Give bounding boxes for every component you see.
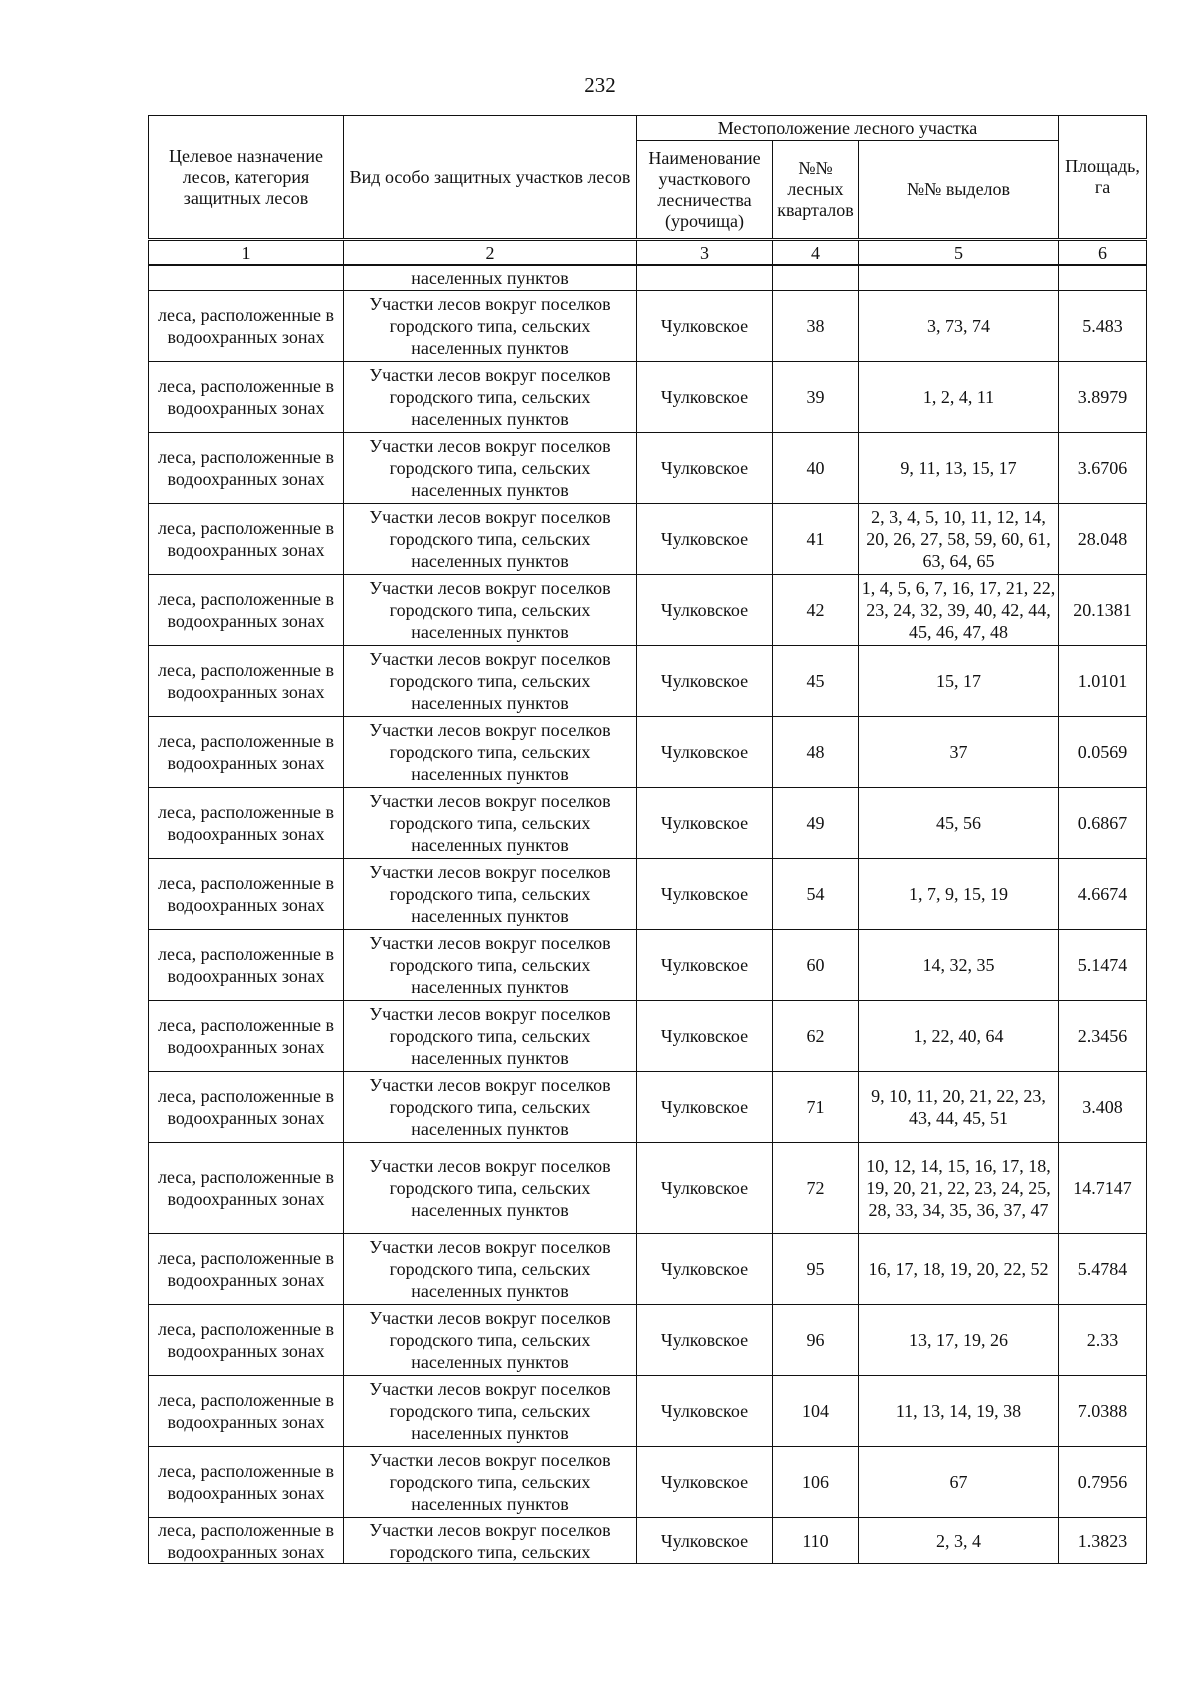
- forest-plots-table: [148, 115, 1147, 1564]
- allotments-cell: 67: [859, 1447, 1059, 1518]
- forestry-cell: Чулковское: [637, 1518, 773, 1564]
- allotments-cell: 9, 11, 13, 15, 17: [859, 433, 1059, 504]
- category-cell: леса, расположенные в водоохранных зонах: [149, 788, 344, 859]
- forestry-cell: Чулковское: [637, 575, 773, 646]
- quarter-cell: 41: [773, 504, 859, 575]
- quarter-cell: 71: [773, 1072, 859, 1143]
- category-cell: леса, расположенные в водоохранных зонах: [149, 930, 344, 1001]
- forestry-cell: Чулковское: [637, 788, 773, 859]
- area-cell: 1.3823: [1059, 1518, 1147, 1564]
- forestry-cell: Чулковское: [637, 433, 773, 504]
- table-row: [149, 646, 1147, 717]
- forestry-cell: Чулковское: [637, 717, 773, 788]
- quarter-cell: 60: [773, 930, 859, 1001]
- allotments-cell: 3, 73, 74: [859, 291, 1059, 362]
- allotments-cell: 1, 2, 4, 11: [859, 362, 1059, 433]
- category-cell: леса, расположенные в водоохранных зонах: [149, 291, 344, 362]
- area-cell: 0.7956: [1059, 1447, 1147, 1518]
- table-row: [149, 1305, 1147, 1376]
- header-allotments: №№ выделов: [859, 141, 1059, 240]
- table-row: [149, 433, 1147, 504]
- empty-cell: [149, 265, 344, 291]
- plot-kind-cell: Участки лесов вокруг поселков городского типа, сельских населенных пунктов: [344, 504, 637, 575]
- quarter-cell: 38: [773, 291, 859, 362]
- category-cell: леса, расположенные в водоохранных зонах: [149, 575, 344, 646]
- plot-kind-cell: Участки лесов вокруг поселков городского типа, сельских населенных пунктов: [344, 788, 637, 859]
- table-row: [149, 930, 1147, 1001]
- forestry-cell: Чулковское: [637, 646, 773, 717]
- table-row: [149, 504, 1147, 575]
- area-cell: 5.1474: [1059, 930, 1147, 1001]
- table-body: [149, 265, 1147, 1564]
- header-quarters: №№ лесных кварталов: [773, 141, 859, 240]
- quarter-cell: 45: [773, 646, 859, 717]
- allotments-cell: 16, 17, 18, 19, 20, 22, 52: [859, 1234, 1059, 1305]
- column-number: 2: [344, 240, 637, 266]
- header-kind: Вид особо защитных участков лесов: [344, 116, 637, 240]
- category-cell: леса, расположенные в водоохранных зонах: [149, 1305, 344, 1376]
- empty-cell: [1059, 265, 1147, 291]
- empty-cell: [773, 265, 859, 291]
- plot-kind-cell: Участки лесов вокруг поселков городского типа, сельских населенных пунктов: [344, 575, 637, 646]
- continuation-row: [149, 265, 1147, 291]
- area-cell: 1.0101: [1059, 646, 1147, 717]
- category-cell: леса, расположенные в водоохранных зонах: [149, 1447, 344, 1518]
- table-row: [149, 1234, 1147, 1305]
- category-cell: леса, расположенные в водоохранных зонах: [149, 1376, 344, 1447]
- table-row: [149, 1376, 1147, 1447]
- quarter-cell: 42: [773, 575, 859, 646]
- plot-kind-cell: Участки лесов вокруг поселков городского типа, сельских населенных пунктов: [344, 291, 637, 362]
- quarter-cell: 48: [773, 717, 859, 788]
- category-cell: леса, расположенные в водоохранных зонах: [149, 1072, 344, 1143]
- plot-kind-cell: Участки лесов вокруг поселков городского типа, сельских: [344, 1518, 637, 1564]
- header-category: Целевое назначение лесов, категория защитных лесов: [149, 116, 344, 240]
- header-location-group: Местоположение лесного участка: [637, 116, 1059, 141]
- area-cell: 3.408: [1059, 1072, 1147, 1143]
- allotments-cell: 1, 22, 40, 64: [859, 1001, 1059, 1072]
- forestry-cell: Чулковское: [637, 504, 773, 575]
- column-number: 1: [149, 240, 344, 266]
- category-cell: леса, расположенные в водоохранных зонах: [149, 362, 344, 433]
- header-forestry: Наименование участкового лесничества (урочища): [637, 141, 773, 240]
- column-number: 5: [859, 240, 1059, 266]
- forestry-cell: Чулковское: [637, 930, 773, 1001]
- category-cell: леса, расположенные в водоохранных зонах: [149, 1143, 344, 1234]
- quarter-cell: 110: [773, 1518, 859, 1564]
- table-row: [149, 788, 1147, 859]
- plot-kind-cell: Участки лесов вокруг поселков городского типа, сельских населенных пунктов: [344, 1305, 637, 1376]
- allotments-cell: 10, 12, 14, 15, 16, 17, 18, 19, 20, 21, 22, 23, 24, 25, 28, 33, 34, 35, 36, 37, 47: [859, 1143, 1059, 1234]
- forestry-cell: Чулковское: [637, 1376, 773, 1447]
- allotments-cell: 14, 32, 35: [859, 930, 1059, 1001]
- area-cell: 28.048: [1059, 504, 1147, 575]
- plot-kind-cell: Участки лесов вокруг поселков городского типа, сельских населенных пунктов: [344, 859, 637, 930]
- plot-kind-cell: Участки лесов вокруг поселков городского типа, сельских населенных пунктов: [344, 1143, 637, 1234]
- forestry-cell: Чулковское: [637, 859, 773, 930]
- category-cell: леса, расположенные в водоохранных зонах: [149, 717, 344, 788]
- table-row: [149, 1518, 1147, 1564]
- area-cell: 3.6706: [1059, 433, 1147, 504]
- category-cell: леса, расположенные в водоохранных зонах: [149, 504, 344, 575]
- forestry-cell: Чулковское: [637, 1447, 773, 1518]
- column-number: 3: [637, 240, 773, 266]
- allotments-cell: 13, 17, 19, 26: [859, 1305, 1059, 1376]
- allotments-cell: 45, 56: [859, 788, 1059, 859]
- area-cell: 0.6867: [1059, 788, 1147, 859]
- area-cell: 4.6674: [1059, 859, 1147, 930]
- quarter-cell: 49: [773, 788, 859, 859]
- allotments-cell: 1, 7, 9, 15, 19: [859, 859, 1059, 930]
- plot-kind-cell: Участки лесов вокруг поселков городского типа, сельских населенных пунктов: [344, 1376, 637, 1447]
- area-cell: 0.0569: [1059, 717, 1147, 788]
- header-area: Площадь, га: [1059, 116, 1147, 240]
- plot-kind-cell: Участки лесов вокруг поселков городского типа, сельских населенных пунктов: [344, 1072, 637, 1143]
- forestry-cell: Чулковское: [637, 362, 773, 433]
- page-number: 232: [584, 73, 616, 97]
- area-cell: 20.1381: [1059, 575, 1147, 646]
- quarter-cell: 106: [773, 1447, 859, 1518]
- allotments-cell: 2, 3, 4, 5, 10, 11, 12, 14, 20, 26, 27, 58, 59, 60, 61, 63, 64, 65: [859, 504, 1059, 575]
- quarter-cell: 95: [773, 1234, 859, 1305]
- area-cell: 5.483: [1059, 291, 1147, 362]
- allotments-cell: 11, 13, 14, 19, 38: [859, 1376, 1059, 1447]
- forestry-cell: Чулковское: [637, 1072, 773, 1143]
- table-row: [149, 859, 1147, 930]
- allotments-cell: 9, 10, 11, 20, 21, 22, 23, 43, 44, 45, 51: [859, 1072, 1059, 1143]
- allotments-cell: 37: [859, 717, 1059, 788]
- category-cell: леса, расположенные в водоохранных зонах: [149, 859, 344, 930]
- continuation-text: населенных пунктов: [344, 265, 637, 291]
- table-header: [149, 116, 1147, 266]
- table-row: [149, 575, 1147, 646]
- plot-kind-cell: Участки лесов вокруг поселков городского типа, сельских населенных пунктов: [344, 646, 637, 717]
- column-number: 4: [773, 240, 859, 266]
- quarter-cell: 39: [773, 362, 859, 433]
- plot-kind-cell: Участки лесов вокруг поселков городского типа, сельских населенных пунктов: [344, 717, 637, 788]
- category-cell: леса, расположенные в водоохранных зонах: [149, 1234, 344, 1305]
- empty-cell: [859, 265, 1059, 291]
- table-row: [149, 291, 1147, 362]
- area-cell: 5.4784: [1059, 1234, 1147, 1305]
- table-row: [149, 1072, 1147, 1143]
- quarter-cell: 72: [773, 1143, 859, 1234]
- plot-kind-cell: Участки лесов вокруг поселков городского типа, сельских населенных пунктов: [344, 433, 637, 504]
- area-cell: 3.8979: [1059, 362, 1147, 433]
- forestry-cell: Чулковское: [637, 291, 773, 362]
- forestry-cell: Чулковское: [637, 1143, 773, 1234]
- forestry-cell: Чулковское: [637, 1305, 773, 1376]
- table-row: [149, 717, 1147, 788]
- empty-cell: [637, 265, 773, 291]
- forestry-cell: Чулковское: [637, 1234, 773, 1305]
- category-cell: леса, расположенные в водоохранных зонах: [149, 1518, 344, 1564]
- area-cell: 14.7147: [1059, 1143, 1147, 1234]
- table-row: [149, 1001, 1147, 1072]
- column-number: 6: [1059, 240, 1147, 266]
- table-row: [149, 362, 1147, 433]
- category-cell: леса, расположенные в водоохранных зонах: [149, 433, 344, 504]
- allotments-cell: 15, 17: [859, 646, 1059, 717]
- table-row: [149, 1447, 1147, 1518]
- allotments-cell: 1, 4, 5, 6, 7, 16, 17, 21, 22, 23, 24, 32, 39, 40, 42, 44, 45, 46, 47, 48: [859, 575, 1059, 646]
- quarter-cell: 54: [773, 859, 859, 930]
- plot-kind-cell: Участки лесов вокруг поселков городского типа, сельских населенных пунктов: [344, 1001, 637, 1072]
- area-cell: 2.3456: [1059, 1001, 1147, 1072]
- category-cell: леса, расположенные в водоохранных зонах: [149, 646, 344, 717]
- plot-kind-cell: Участки лесов вокруг поселков городского типа, сельских населенных пунктов: [344, 1234, 637, 1305]
- plot-kind-cell: Участки лесов вокруг поселков городского типа, сельских населенных пунктов: [344, 362, 637, 433]
- area-cell: 2.33: [1059, 1305, 1147, 1376]
- plot-kind-cell: Участки лесов вокруг поселков городского типа, сельских населенных пунктов: [344, 930, 637, 1001]
- quarter-cell: 96: [773, 1305, 859, 1376]
- forestry-cell: Чулковское: [637, 1001, 773, 1072]
- column-number-row: [149, 240, 1147, 266]
- quarter-cell: 62: [773, 1001, 859, 1072]
- category-cell: леса, расположенные в водоохранных зонах: [149, 1001, 344, 1072]
- area-cell: 7.0388: [1059, 1376, 1147, 1447]
- quarter-cell: 104: [773, 1376, 859, 1447]
- allotments-cell: 2, 3, 4: [859, 1518, 1059, 1564]
- quarter-cell: 40: [773, 433, 859, 504]
- table-row: [149, 1143, 1147, 1234]
- plot-kind-cell: Участки лесов вокруг поселков городского типа, сельских населенных пунктов: [344, 1447, 637, 1518]
